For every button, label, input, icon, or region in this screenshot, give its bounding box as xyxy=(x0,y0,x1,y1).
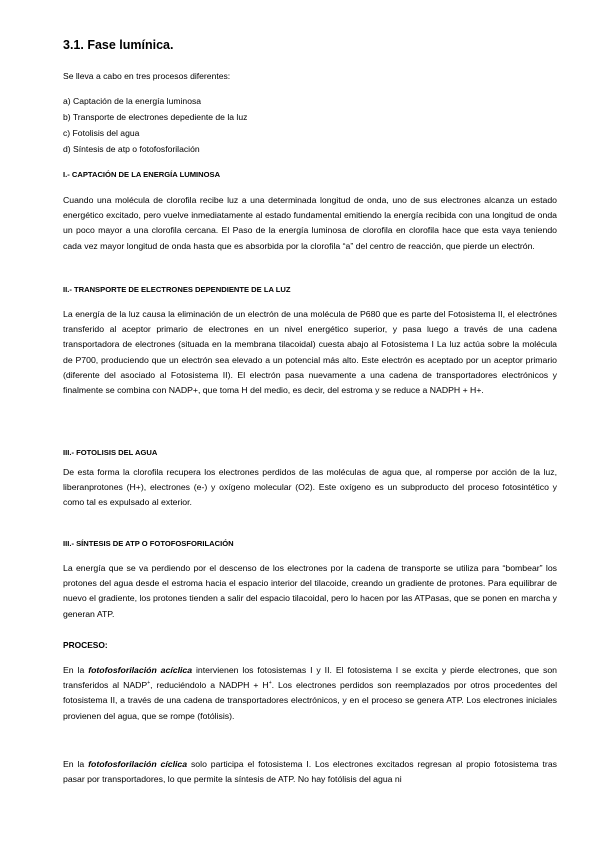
emphasis-term: fotofosforilación cíclica xyxy=(88,759,188,769)
list-item: a) Captación de la energía luminosa xyxy=(63,96,202,106)
text-run: solo participa el fotosistema I. Los electrones excitados regresan al propio fotosistema tras pasar por transportadores, lo que permite la síntesis de ATP. No hay fotólisis del agua ni xyxy=(63,759,558,785)
section-paragraph: La energía que se va perdiendo por el descenso de los electrones por la cadena de transporte se utiliza para “bombear” los protones del agua desde el estroma hacia el espacio interior del tilacoide, creando un gradiente de protones. Para equilibrar de nuevo el gradiente, los protones tienden a salir del espacio tilacoidal, pero lo hacen por las ATPasas, que se ponen en marcha y generan ATP. xyxy=(63,563,557,619)
section-heading: III.- FOTOLISIS DEL AGUA xyxy=(63,448,158,457)
proceso-paragraph-aciclica xyxy=(63,663,557,724)
proceso-paragraph-ciclica xyxy=(63,757,557,787)
superscript: + xyxy=(147,680,151,687)
section-heading: I.- CAPTACIÓN DE LA ENERGÍA LUMINOSA xyxy=(63,170,221,179)
section-paragraph: La energía de la luz causa la eliminación de un electrón de una molécula de P680 que es parte del Fotosistema II, el electrónes transferido al aceptor primario de electrones en un nivel energético superior, y pasa luego a través de una cadena transportadora de electrones (situada en la membrana tilacoidal) cuesta abajo al Fotosistema I La luz actúa sobre la molécula de P700, produciendo que un electrón sea elevado a un potencial más alto. Este electrón es aceptado por un aceptor primario (diferente del asociado al Fotosistema II). El electrón pasa nuevamente a una cadena de transportadores electrónicos y finalmente se combina con NADP+, que toma H del medio, es decir, del estroma y se reduce a NADPH + H+. xyxy=(63,309,557,396)
superscript: + xyxy=(268,680,272,687)
list-item: b) Transporte de electrones depediente de la luz xyxy=(63,112,248,122)
text-run: , reduciéndolo a NADPH + H xyxy=(150,680,269,691)
text-run: intervienen los fotosistemas I y II. El fotosistema I se excita y pierde electrones, que son transferidos al NADP xyxy=(63,665,557,691)
list-item: d) Síntesis de atp o fotofosforilación xyxy=(63,144,200,154)
intro-text: Se lleva a cabo en tres procesos diferentes: xyxy=(63,71,231,81)
text-run: En la xyxy=(63,759,89,769)
emphasis-term: fotofosforilación acíclica xyxy=(88,665,193,675)
page-title: 3.1. Fase lumínica. xyxy=(63,38,174,52)
section-paragraph: De esta forma la clorofila recupera los electrones perdidos de las moléculas de agua que, al romperse por acción de la luz, liberanprotones (H+), electrones (e-) y oxígeno molecular (O2). Este oxígeno es un subproducto del proceso fotosintético y como tal es expulsado al exterior. xyxy=(63,467,557,508)
section-paragraph: Cuando una molécula de clorofila recibe luz a una determinada longitud de onda, uno de sus electrones alcanza un estado energético excitado, pero vuelve inmediatamente al estado fundamental emitiendo la energía recibida con una longitud de onda un poco mayor a una clorofila cercana. El Paso de la energía luminosa de clorofila en clorofila hace que esta vaya teniendo cada vez mayor longitud de onda hasta que es absorbida por la clorofila “a” del centro de reacción, que pierde un electrón. xyxy=(63,195,557,251)
text-run: . Los electrones perdidos son reemplazados por otros procedentes del fotosistema II, a través de una cadena de transportadores electrónicos, y en el proceso se genera ATP. Los electrones iniciales provienen del agua, que se rompe (fotólisis). xyxy=(63,680,557,721)
section-heading: III.- SÍNTESIS DE ATP O FOTOFOSFORILACIÓN xyxy=(63,539,234,548)
section-heading: II.- TRANSPORTE DE ELECTRONES DEPENDIENTE DE LA LUZ xyxy=(63,285,291,294)
list-item: c) Fotolisis del agua xyxy=(63,128,140,138)
text-run: En la xyxy=(63,665,89,675)
proceso-heading: PROCESO: xyxy=(63,640,108,650)
